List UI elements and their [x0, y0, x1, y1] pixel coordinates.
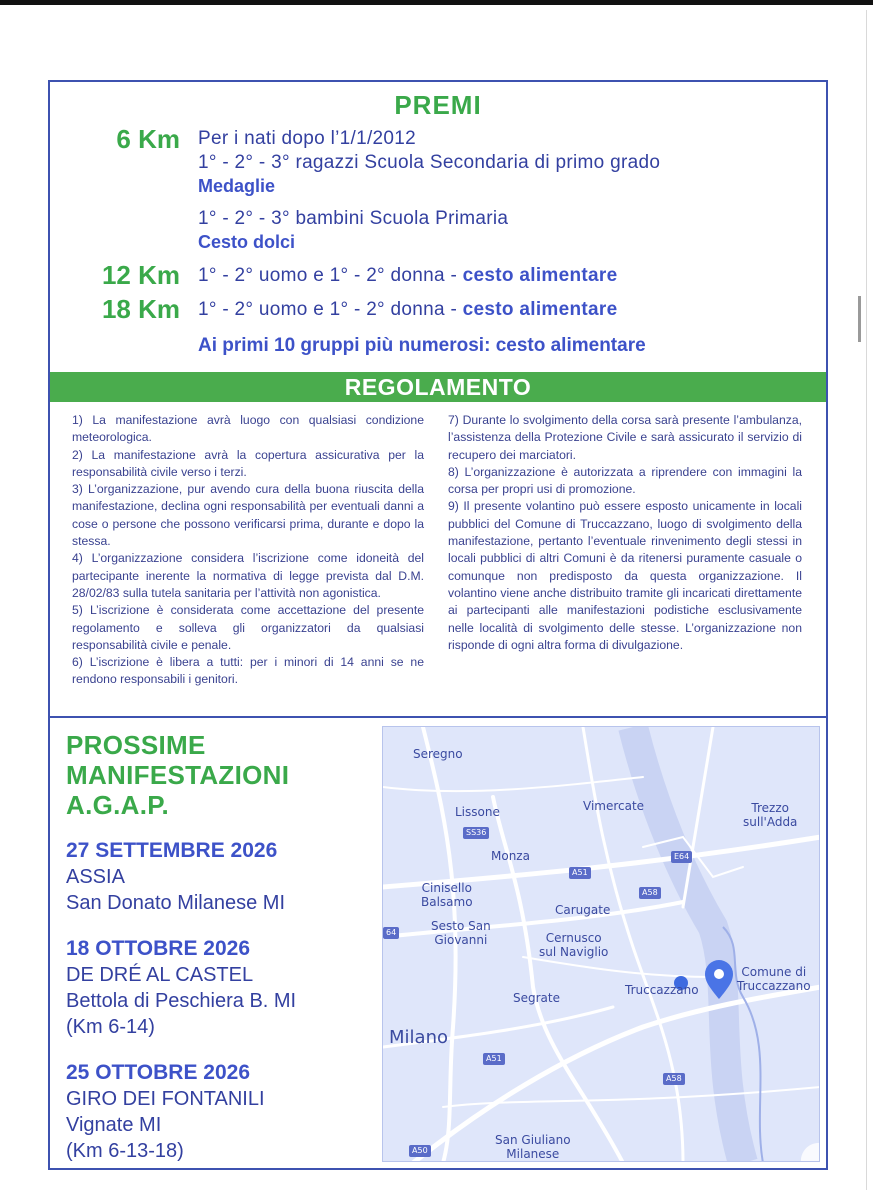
prossime-title-line1: PROSSIME: [66, 730, 206, 760]
km12-label: 12 Km: [101, 260, 180, 290]
rule-6: 6) L’iscrizione è libera a tutti: per i minori di 14 anni se ne rendono responsabili i genitori.: [72, 655, 424, 687]
map-label-comune-line2: Truccazzano: [737, 979, 811, 993]
road-badge-a58-south: A58: [663, 1073, 685, 1085]
groups-prize: Ai primi 10 gruppi più numerosi: cesto alimentare: [198, 335, 646, 356]
rule-9: 9) Il presente volantino può essere esposto unicamente in locali pubblici del Comune di Truccazzano, luogo di svolgimento della manifestazione, pertanto l’eventuale rinvenimento degli stessi in locali pubblici di altri Comuni è da ritenersi puramente casuale o comunque non predisposto da questa organizzazione. Il volantino viene anche distribuito tramite gli incaricati direttamente ai partecipanti alle manifestazioni podistiche esclusivamente nelle località di svolgimento delle stesse. L’organizzazione non risponde di ogni altra forma di divulgazione.: [448, 499, 802, 652]
event-2: [66, 936, 296, 1040]
map-label-milano: Milano: [389, 1027, 448, 1048]
section-divider: [50, 716, 826, 718]
map-label-vimercate: Vimercate: [583, 799, 645, 813]
premi-title: PREMI: [394, 90, 482, 120]
rule-7: 7) Durante lo svolgimento della corsa sarà presente l’ambulanza, l’assistenza della Protezione Civile e sarà assicurato il servizio di recupero dei marciatori.: [448, 413, 802, 462]
road-badge-e64: E64: [671, 851, 692, 863]
scan-top-edge: [0, 0, 873, 5]
event-date: 27 SETTEMBRE 2026: [66, 839, 278, 862]
map-label-cernusco: [539, 931, 608, 959]
map-label-sesto: [431, 919, 491, 947]
event-date: 18 OTTOBRE 2026: [66, 937, 251, 960]
event-name: ASSIA: [66, 866, 125, 888]
map-label-cinisello-line1: Cinisello: [421, 881, 472, 895]
rule-2: 2) La manifestazione avrà la copertura assicurativa per la responsabilità civile verso i terzi.: [72, 447, 424, 479]
rule-5: 5) L’iscrizione è considerata come accettazione del presente regolamento e solleva gli organizzatori da qualsiasi responsabilità civile e penale.: [72, 603, 424, 652]
map-label-cinisello: [421, 881, 473, 909]
map-label-monza: Monza: [491, 849, 530, 863]
regolamento-title: REGOLAMENTO: [50, 372, 826, 402]
map-label-comune-line1: Comune di: [741, 965, 807, 979]
prossime-title-line3: A.G.A.P.: [66, 790, 170, 820]
map-label-sangiuliano-line2: Milanese: [506, 1147, 560, 1161]
km6-prize1: Medaglie: [198, 176, 276, 196]
km6-line2: 1° - 2° - 3° ragazzi Scuola Secondaria di primo grado: [198, 152, 661, 173]
event-date: 25 OTTOBRE 2026: [66, 1061, 251, 1084]
km12-text: 1° - 2° uomo e 1° - 2° donna -: [198, 265, 463, 286]
rule-8: 8) L’organizzazione è autorizzata a riprendere con immagini la corsa per propri usi di promozione.: [448, 464, 802, 497]
rule-1: 1) La manifestazione avrà luogo con qualsiasi condizione meteorologica.: [72, 413, 424, 445]
km12-line: [198, 265, 617, 287]
event-name: DE DRÉ AL CASTEL: [66, 964, 254, 986]
map-label-trezzo-line2: sull'Adda: [743, 815, 798, 829]
km6-label: 6 Km: [116, 124, 180, 154]
event-place: Vignate MI: [66, 1114, 162, 1136]
map-label-sesto-line1: Sesto San: [431, 919, 491, 933]
map-label-seregno: Seregno: [413, 747, 463, 761]
scan-right-edge: [866, 10, 867, 1190]
event-place: Bettola di Peschiera B. MI: [66, 990, 297, 1012]
map-label-comune: [737, 965, 811, 993]
road-badge-ss36: SS36: [463, 827, 489, 839]
map-label-sesto-line2: Giovanni: [434, 933, 488, 947]
km18-text: 1° - 2° uomo e 1° - 2° donna -: [198, 299, 463, 320]
map-label-cinisello-line2: Balsamo: [421, 895, 473, 909]
km12-prize: cesto alimentare: [462, 265, 618, 286]
event-km: (Km 6-13-18): [66, 1140, 184, 1162]
map-label-segrate: Segrate: [513, 991, 560, 1005]
scan-mark: [858, 296, 861, 342]
event-3: [66, 1060, 265, 1164]
event-name: GIRO DEI FONTANILI: [66, 1088, 265, 1110]
location-map[interactable]: [382, 726, 820, 1162]
rule-4: 4) L’organizzazione considera l’iscrizione come idoneità del partecipante inerente la normativa di legge prevista dal D.M. 28/02/83 sulla tutela sanitaria per l’attività non agonistica.: [72, 551, 424, 600]
km18-line: [198, 299, 617, 321]
map-label-cernusco-line1: Cernusco: [545, 931, 602, 945]
event-place: San Donato Milanese MI: [66, 892, 286, 914]
rule-3: 3) L’organizzazione, pur avendo cura della buona riuscita della manifestazione, declina ogni responsabilità per eventuali danni a cose o persone che possono verificarsi prima, durante e dopo la stessa.: [72, 482, 424, 549]
event-km: (Km 6-14): [66, 1016, 155, 1038]
flyer-frame: [48, 80, 828, 1170]
road-badge-64: 64: [383, 927, 399, 939]
map-label-sangiuliano-line1: San Giuliano: [495, 1133, 571, 1147]
road-badge-a50: A50: [409, 1145, 431, 1157]
regolamento-left-column: [72, 412, 424, 689]
map-label-carugate: Carugate: [555, 903, 611, 917]
map-label-sangiuliano: [495, 1133, 571, 1161]
map-label-trezzo: [743, 801, 797, 829]
km18-label: 18 Km: [101, 294, 180, 324]
km6-line1: Per i nati dopo l’1/1/2012: [198, 128, 417, 149]
map-label-cernusco-line2: sul Naviglio: [539, 945, 609, 959]
km18-prize: cesto alimentare: [462, 299, 618, 320]
map-label-lissone: Lissone: [455, 805, 500, 819]
road-badge-a51: A51: [569, 867, 591, 879]
road-badge-a51-south: A51: [483, 1053, 505, 1065]
prossime-title: [66, 730, 289, 820]
road-badge-a58: A58: [639, 887, 661, 899]
km6-prize2: Cesto dolci: [198, 232, 296, 252]
prossime-title-line2: MANIFESTAZIONI: [66, 760, 290, 790]
map-label-truccazzano: Truccazzano: [625, 983, 699, 997]
regolamento-right-column: [448, 412, 802, 654]
map-label-trezzo-line1: Trezzo: [751, 801, 789, 815]
event-1: [66, 838, 285, 916]
km6-line3: 1° - 2° - 3° bambini Scuola Primaria: [198, 208, 509, 229]
